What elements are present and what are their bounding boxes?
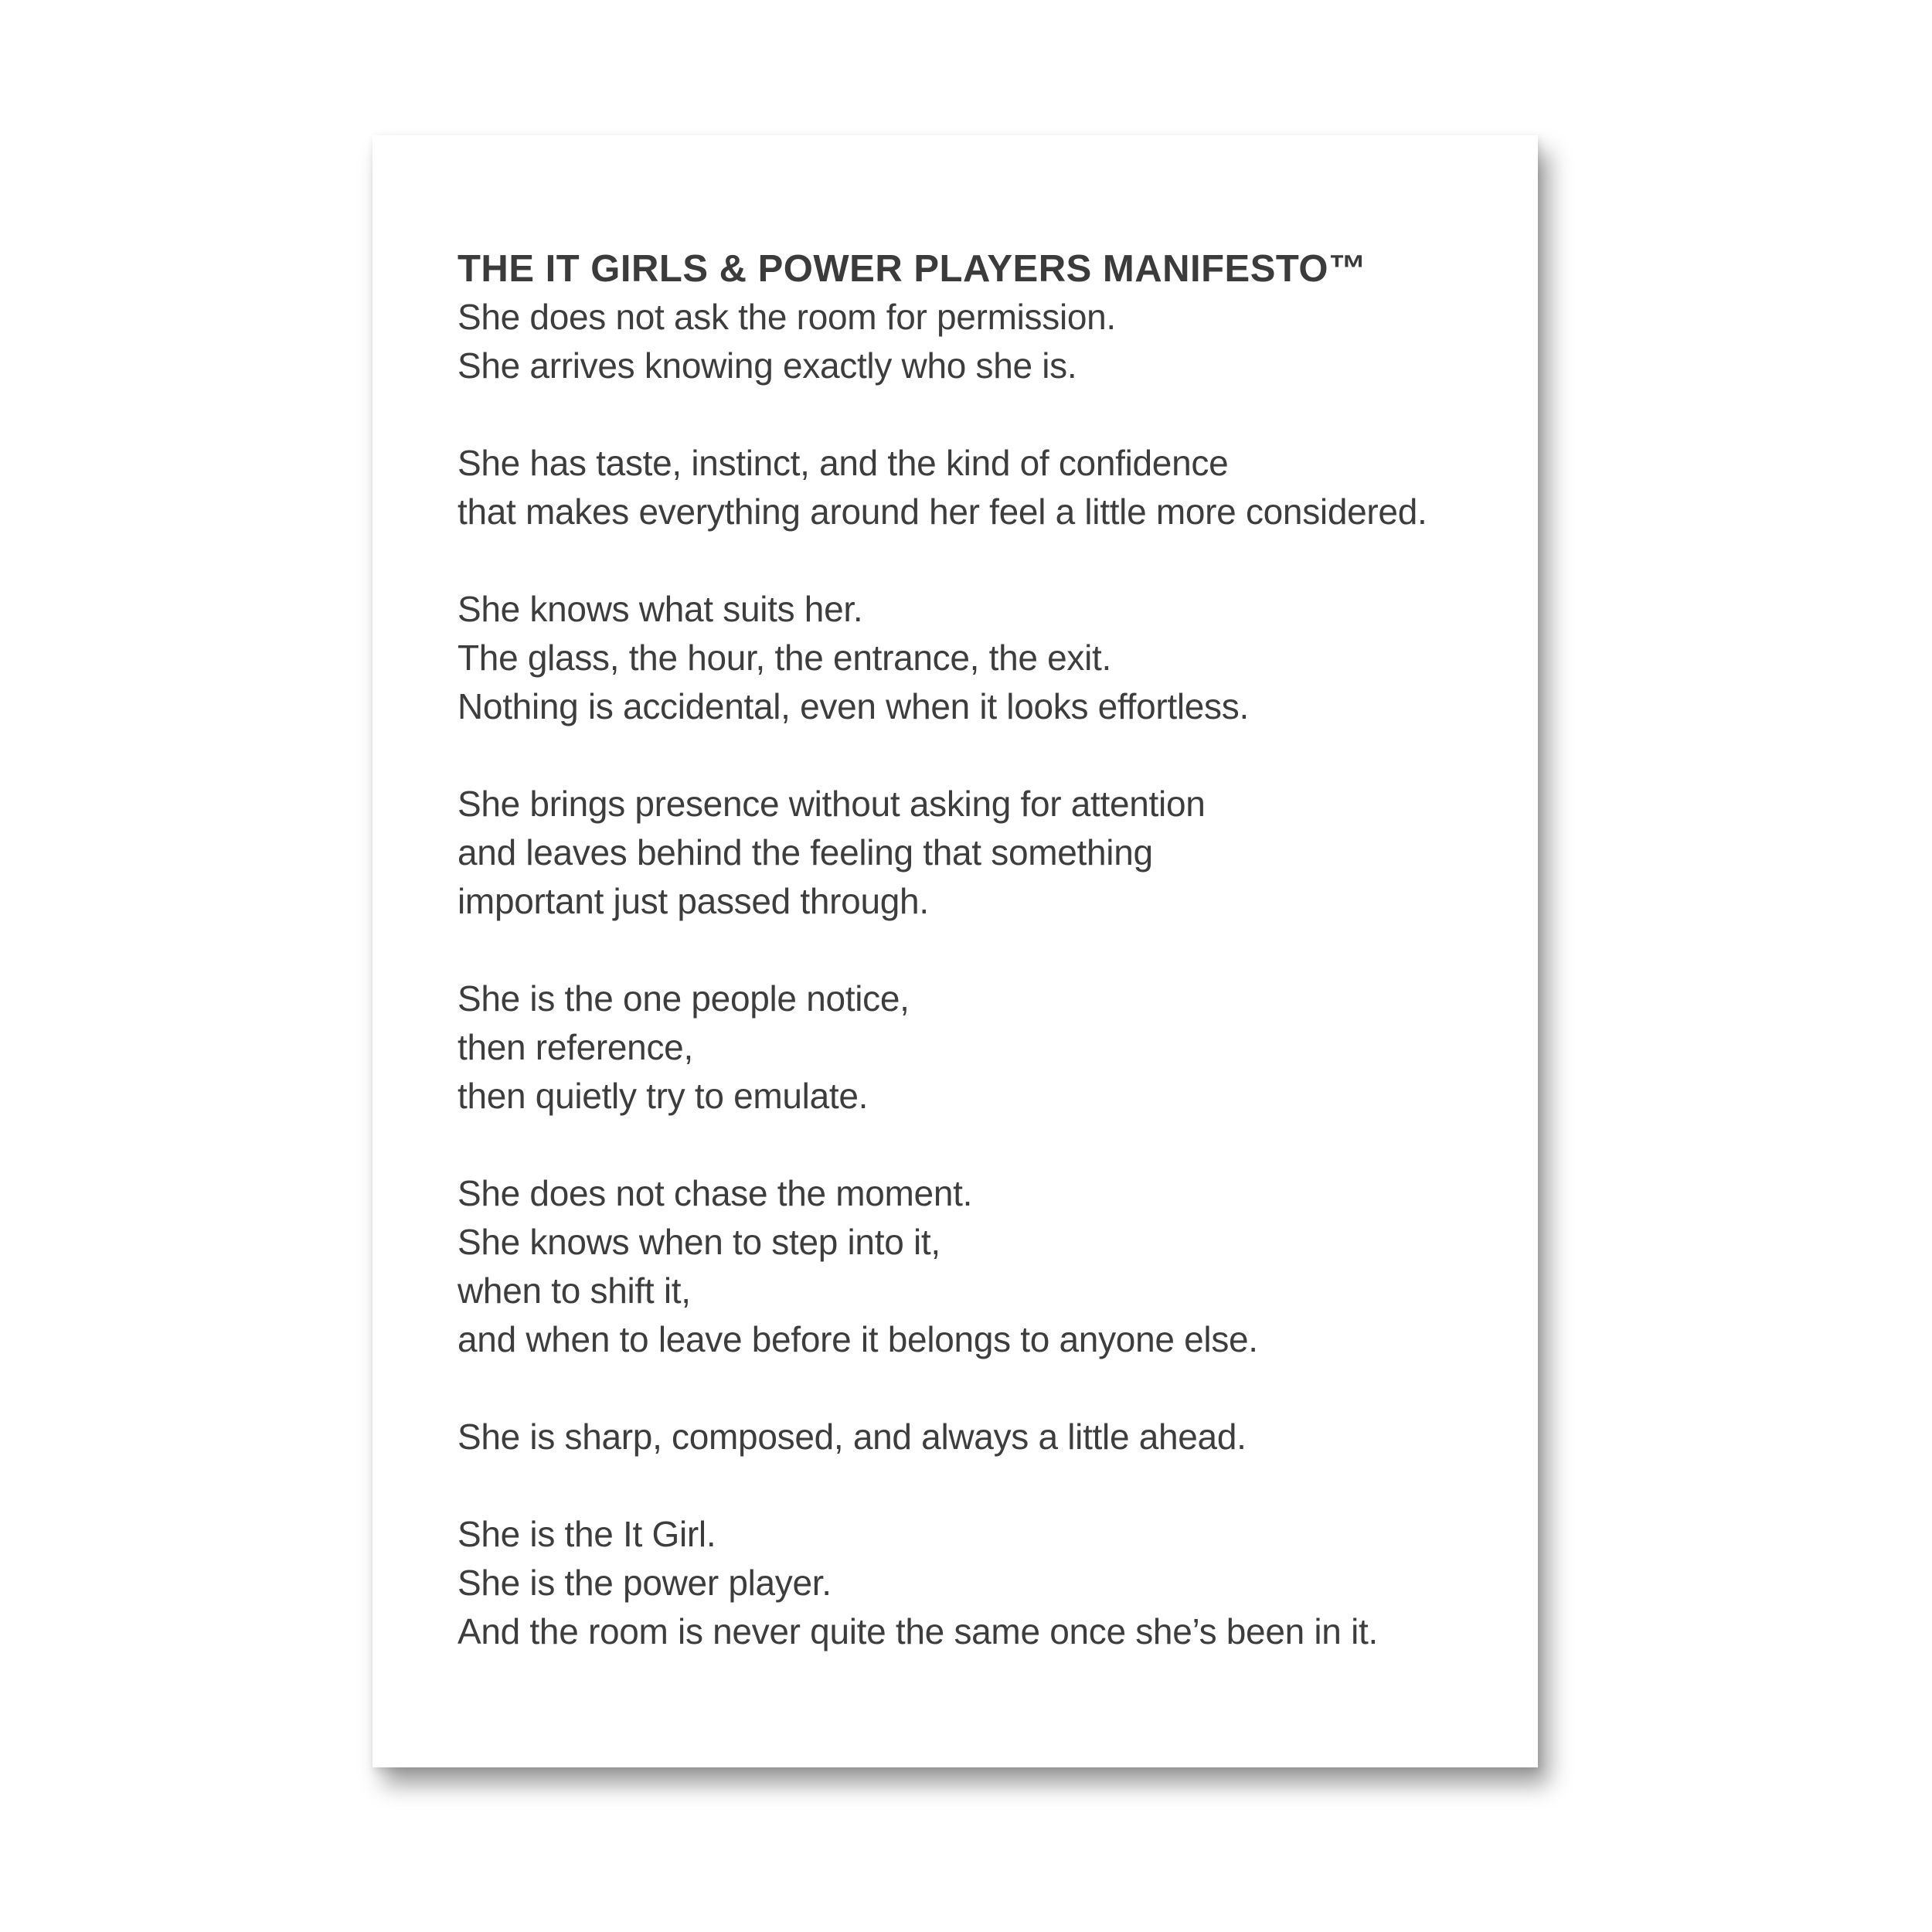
stanza-line: She does not ask the room for permission. <box>457 297 1116 337</box>
stanza-line: then quietly try to emulate. <box>457 1076 869 1116</box>
stanza-line: The glass, the hour, the entrance, the exit. <box>457 638 1111 678</box>
stanza-line: that makes everything around her feel a little more considered. <box>457 492 1427 532</box>
stanza-line: And the room is never quite the same once she’s been in it. <box>457 1611 1378 1651</box>
stanza-1 <box>457 293 1509 390</box>
stanza-line: She knows what suits her. <box>457 589 863 629</box>
stanza-line: when to shift it, <box>457 1270 691 1311</box>
stanza-8 <box>457 1510 1509 1656</box>
stanza-6 <box>457 1169 1509 1364</box>
stanza-line: Nothing is accidental, even when it looks effortless. <box>457 686 1249 726</box>
stanza-line: She is the It Girl. <box>457 1514 716 1554</box>
stanza-line: She arrives knowing exactly who she is. <box>457 345 1077 386</box>
stanza-line: She is sharp, composed, and always a little ahead. <box>457 1417 1247 1457</box>
stanza-line: She is the one people notice, <box>457 978 910 1019</box>
stanza-2 <box>457 439 1509 536</box>
stanza-line: then reference, <box>457 1027 693 1067</box>
stanza-4 <box>457 780 1509 926</box>
stanza-line: She is the power player. <box>457 1563 832 1603</box>
stanza-7 <box>457 1413 1509 1461</box>
stanza-3 <box>457 585 1509 731</box>
stanza-line: She knows when to step into it, <box>457 1222 940 1262</box>
stanza-line: She does not chase the moment. <box>457 1173 973 1213</box>
manifesto-card <box>372 135 1538 1767</box>
stanza-line: and leaves behind the feeling that something <box>457 832 1153 872</box>
stanza-line: She has taste, instinct, and the kind of confidence <box>457 443 1229 483</box>
manifesto-content <box>457 245 1509 1705</box>
manifesto-title: THE IT GIRLS & POWER PLAYERS MANIFESTO™ <box>457 248 1367 290</box>
stanza-line: and when to leave before it belongs to anyone else. <box>457 1319 1258 1359</box>
stanza-5 <box>457 975 1509 1121</box>
stanza-line: important just passed through. <box>457 881 929 921</box>
stanza-line: She brings presence without asking for attention <box>457 784 1206 824</box>
